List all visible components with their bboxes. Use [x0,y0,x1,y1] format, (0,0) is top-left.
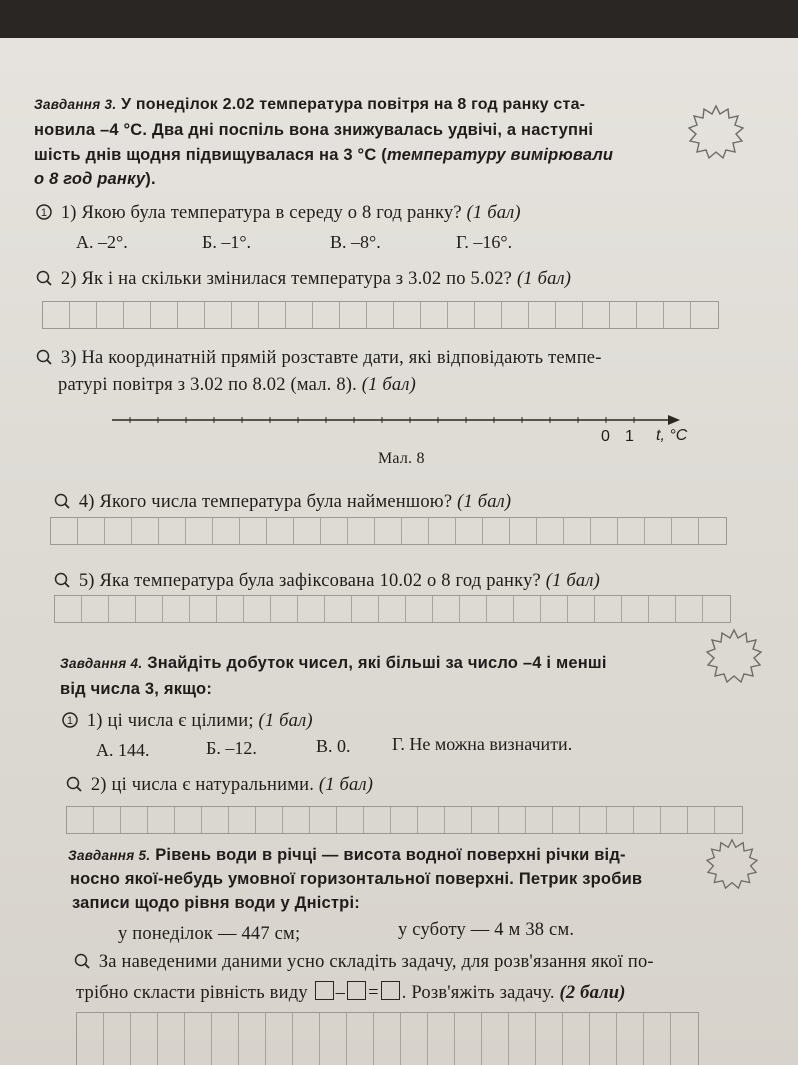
task4-q1-option-c[interactable]: В. 0. [316,736,351,756]
task3-q3-line2: ратурі повітря з 3.02 по 8.02 (мал. 8). (1 бал) [58,375,416,395]
task3-q1-option-b[interactable]: Б. –1°. [202,232,252,252]
task3-title: Завдання 3. [34,97,117,112]
task3-q1: 1 1) Якою була температура в середу о 8 год ранку? (1 бал) [36,203,521,224]
task4-line1: Завдання 4. Знайдіть добуток чисел, які більші за число –4 і менші [60,654,607,672]
task3-q1-option-d[interactable]: Г. –16°. [456,232,513,252]
task5-q-line1: За наведеними даними усно складіть задачу, для розв'язання якої по- [74,952,654,973]
task3-line1: Завдання 3. У понеділок 2.02 температура повітря на 8 год ранку ста- [34,96,586,113]
task4-q1-option-b[interactable]: Б. –12. [206,738,257,758]
task5-saturday: у суботу — 4 м 38 см. [398,920,575,940]
circled-one-icon [62,712,78,728]
axis-one-label: 1 [625,428,634,445]
svg-text:1: 1 [66,715,74,727]
task3-line4: о 8 год ранку). [34,170,156,188]
axis-zero-label: 0 [601,428,610,445]
axis-unit-label: t, °C [656,427,688,444]
answer-grid-q2[interactable] [42,301,719,329]
magnifier-icon [54,572,70,588]
task5-line2: носно якої-небудь умовної горизонтальної поверхні. Петрик зробив [70,870,643,888]
answer-grid-task5[interactable] [76,1012,699,1039]
empty-box-1 [315,981,334,1000]
svg-text:1: 1 [40,207,48,219]
circled-one-icon [36,204,52,220]
starburst-icon [688,104,744,160]
starburst-icon [706,838,758,890]
task3-q1-option-c[interactable]: В. –8°. [330,232,381,252]
magnifier-icon [36,349,52,365]
task5-q-line2: трібно скласти рівність виду – = . Розв'яжіть задачу. (2 бали) [76,983,626,1003]
answer-grid-task4-q2[interactable] [66,806,743,834]
task3-q5: 5) Яка температура була зафіксована 10.02 о 8 год ранку? (1 бал) [54,571,600,592]
task3-line2: новила –4 °С. Два дні поспіль вона знижувалась удвічі, а наступні [34,121,594,139]
task5-line1: Завдання 5. Рівень води в річці — висота водної поверхні річки від- [68,846,626,864]
task3-line3: шість днів щодня підвищувалася на 3 °С (температуру вимірювали [34,146,614,164]
task4-q1-option-a[interactable]: А. 144. [96,740,150,760]
magnifier-icon [74,953,90,969]
answer-grid-task5-row2[interactable] [76,1039,699,1065]
magnifier-icon [36,270,52,286]
task4-q1: 1 1) ці числа є цілими; (1 бал) [62,711,313,732]
task5-line3: записи щодо рівня води у Дністрі: [72,894,360,912]
workbook-page [0,38,798,1065]
task5-monday: у понеділок — 447 см; [118,924,301,944]
task5-title: Завдання 5. [68,848,151,863]
answer-grid-q4[interactable] [50,517,727,545]
coordinate-line [110,410,690,430]
task4-q1-option-d[interactable]: Г. Не можна визначити. [392,734,573,754]
figure-caption: Мал. 8 [378,450,425,467]
task4-line2: від числа 3, якщо: [60,680,213,698]
magnifier-icon [54,493,70,509]
task3-q3-line1: 3) На координатній прямій розставте дати, які відповідають темпе- [36,348,602,369]
starburst-icon [706,628,762,684]
empty-box-2 [347,981,366,1000]
answer-grid-q5[interactable] [54,595,731,623]
task4-title: Завдання 4. [60,656,143,671]
task3-q1-option-a[interactable]: А. –2°. [76,232,128,252]
task3-q2: 2) Як і на скільки змінилася температура з 3.02 по 5.02? (1 бал) [36,269,571,290]
magnifier-icon [66,776,82,792]
task4-q2: 2) ці числа є натуральними. (1 бал) [66,775,373,796]
empty-box-3 [381,981,400,1000]
task3-q4: 4) Якого числа температура була найменшою? (1 бал) [54,492,511,513]
